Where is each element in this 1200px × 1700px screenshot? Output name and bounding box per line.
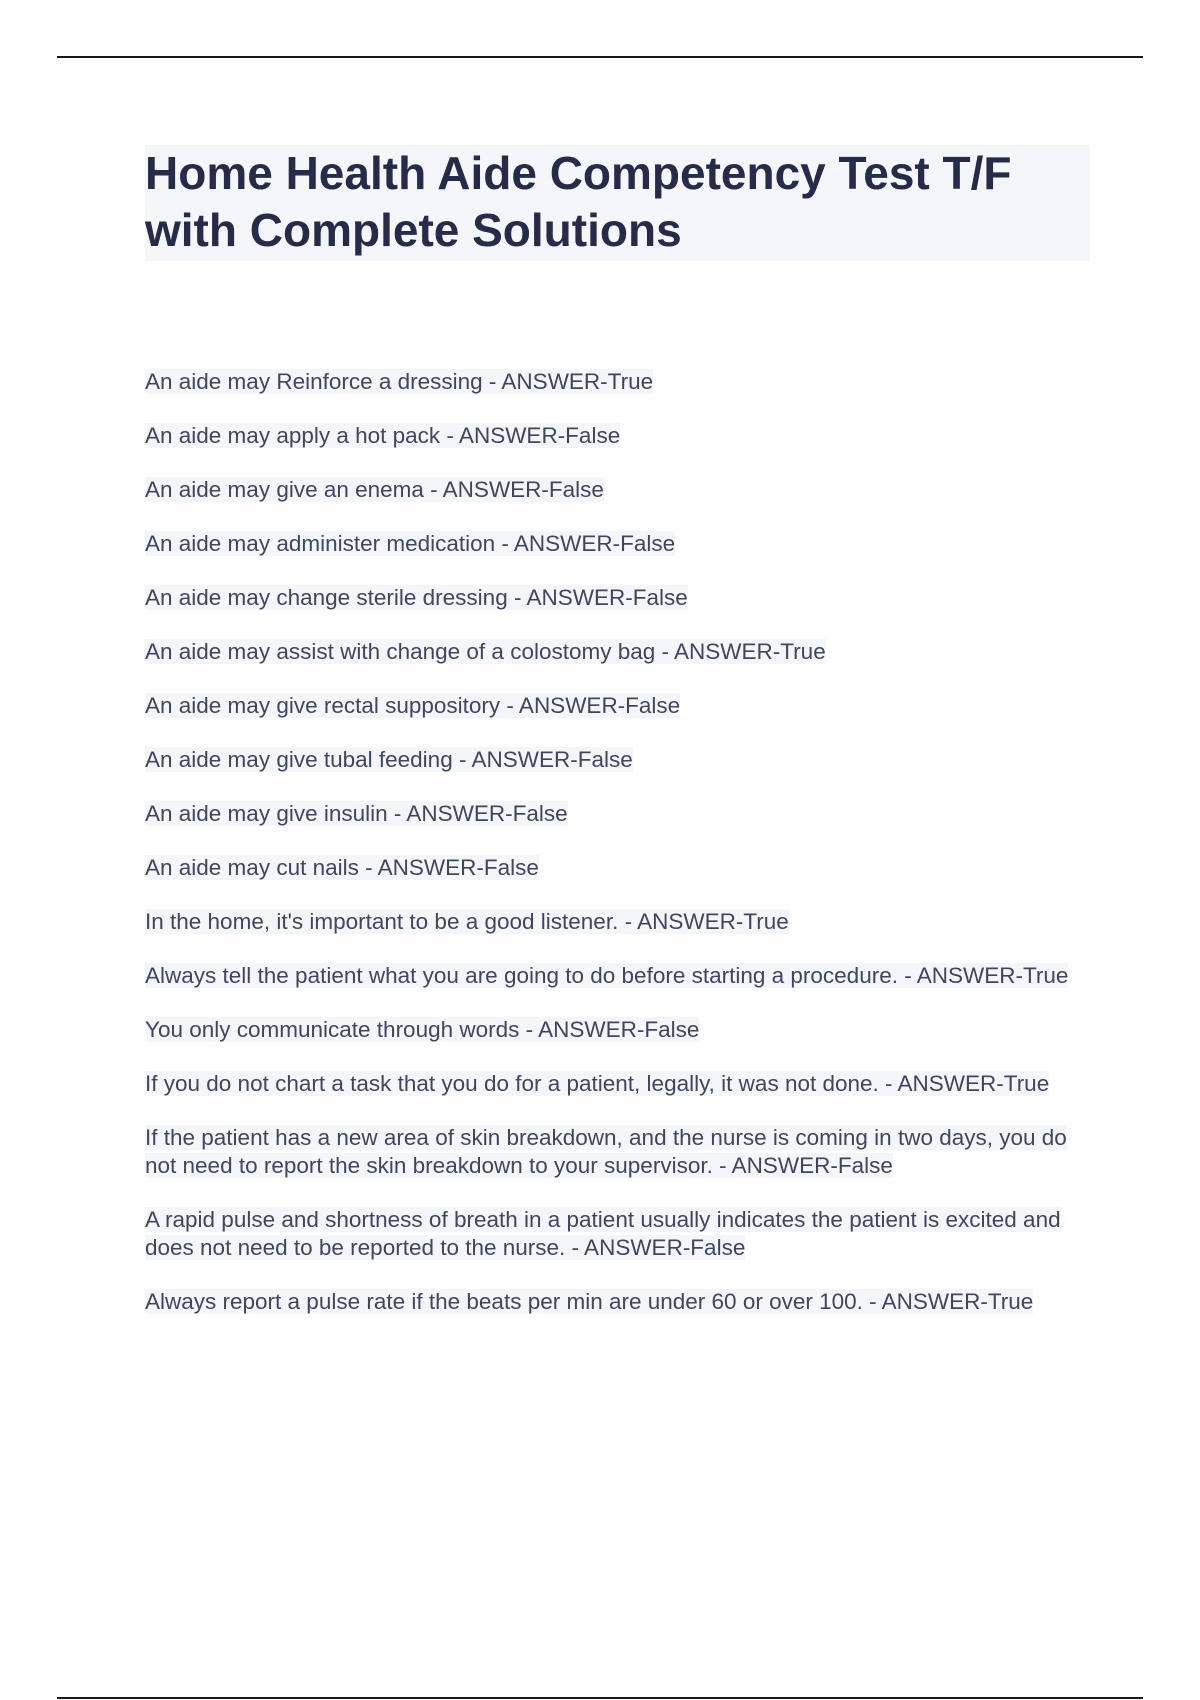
qa-text: An aide may administer medication - ANSWER-False xyxy=(145,531,676,556)
qa-text: An aide may Reinforce a dressing - ANSWER-True xyxy=(145,369,654,394)
list-item xyxy=(145,800,1090,828)
title-block xyxy=(145,145,1090,261)
list-item xyxy=(145,1016,1090,1044)
list-item xyxy=(145,908,1090,936)
qa-text: In the home, it's important to be a good listener. - ANSWER-True xyxy=(145,909,789,934)
qa-text: An aide may give tubal feeding - ANSWER-False xyxy=(145,747,633,772)
list-item xyxy=(145,1124,1090,1180)
qa-text: An aide may apply a hot pack - ANSWER-False xyxy=(145,423,621,448)
list-item xyxy=(145,368,1090,396)
list-item xyxy=(145,476,1090,504)
list-item xyxy=(145,746,1090,774)
list-item xyxy=(145,1070,1090,1098)
qa-text: An aide may give rectal suppository - ANSWER-False xyxy=(145,693,681,718)
qa-text: If the patient has a new area of skin breakdown, and the nurse is coming in two days, you do not need to report the skin breakdown to your supervisor. - ANSWER-False xyxy=(145,1125,1067,1178)
list-item xyxy=(145,692,1090,720)
qa-text: Always tell the patient what you are going to do before starting a procedure. - ANSWER-True xyxy=(145,963,1069,988)
list-item xyxy=(145,1206,1090,1262)
document-title: Home Health Aide Competency Test T/F with Complete Solutions xyxy=(145,147,1012,256)
qa-text: If you do not chart a task that you do for a patient, legally, it was not done. - ANSWER-True xyxy=(145,1071,1050,1096)
list-item xyxy=(145,584,1090,612)
qa-text: Always report a pulse rate if the beats per min are under 60 or over 100. - ANSWER-True xyxy=(145,1289,1034,1314)
list-item xyxy=(145,422,1090,450)
qa-text: A rapid pulse and shortness of breath in a patient usually indicates the patient is excited and does not need to be reported to the nurse. - ANSWER-False xyxy=(145,1207,1061,1260)
qa-text: An aide may change sterile dressing - ANSWER-False xyxy=(145,585,688,610)
list-item xyxy=(145,638,1090,666)
top-rule xyxy=(57,56,1143,58)
qa-text: You only communicate through words - ANSWER-False xyxy=(145,1017,700,1042)
list-item xyxy=(145,530,1090,558)
document-body xyxy=(145,145,1090,1314)
list-item xyxy=(145,962,1090,990)
qa-text: An aide may assist with change of a colostomy bag - ANSWER-True xyxy=(145,639,826,664)
qa-text: An aide may cut nails - ANSWER-False xyxy=(145,855,539,880)
list-item xyxy=(145,1288,1090,1316)
list-item xyxy=(145,854,1090,882)
qa-text: An aide may give insulin - ANSWER-False xyxy=(145,801,568,826)
qa-list xyxy=(145,368,1090,1342)
qa-text: An aide may give an enema - ANSWER-False xyxy=(145,477,604,502)
bottom-rule xyxy=(57,1697,1143,1699)
